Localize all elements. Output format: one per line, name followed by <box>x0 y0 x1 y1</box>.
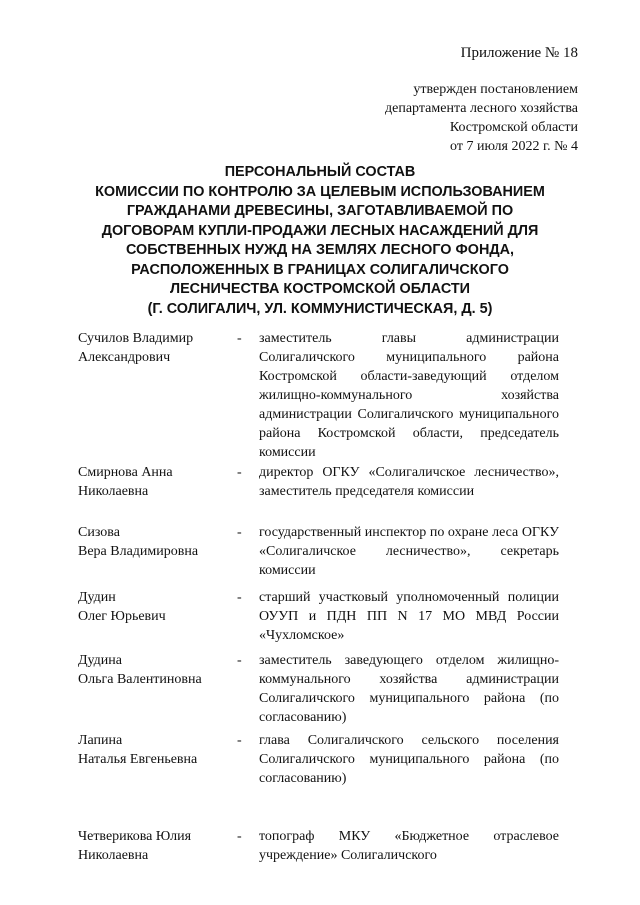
member-role: заместитель главы администрации Солигаличского муниципального района Костромской области-заведующий отделом жилищно-коммунального хозяйства администрации Солигаличского муниципального района Костромской области, председатель комиссии <box>259 331 559 460</box>
dash-separator: - <box>237 525 242 540</box>
member-surname: Сизова <box>78 525 120 540</box>
member-given-names: Вера Владимировна <box>78 544 199 559</box>
member-name <box>78 651 238 689</box>
title-line: РАСПОЛОЖЕННЫХ В ГРАНИЦАХ СОЛИГАЛИЧСКОГО <box>131 261 509 278</box>
member-surname: Дудина <box>78 653 122 668</box>
title-line: ЛЕСНИЧЕСТВА КОСТРОМСКОЙ ОБЛАСТИ <box>169 281 470 297</box>
member-role: старший участковый уполномоченный полиции ОУУП и ПДН ПП N 17 МО МВД России «Чухломское» <box>259 590 559 643</box>
dash-separator: - <box>237 590 242 605</box>
member-surname: Лапина <box>78 733 123 748</box>
member-role: топограф МКУ «Бюджетное отраслевое учреждение» Солигаличского <box>259 829 559 863</box>
member-name <box>78 523 238 561</box>
approval-line: от 7 июля 2022 г. № 4 <box>450 139 578 154</box>
member-given-names: Ольга Валентиновна <box>78 672 202 687</box>
title-line: ДОГОВОРАМ КУПЛИ-ПРОДАЖИ ЛЕСНЫХ НАСАЖДЕНИЙ ДЛЯ <box>101 222 539 239</box>
dash-separator: - <box>237 331 242 346</box>
member-given-names: Николаевна <box>78 484 149 499</box>
member-surname: Дудин <box>78 590 116 605</box>
approval-block <box>385 80 578 156</box>
dash-separator: - <box>237 465 242 480</box>
title-line: ПЕРСОНАЛЬНЫЙ СОСТАВ <box>224 164 416 180</box>
member-role: государственный инспектор по охране леса ОГКУ «Солигаличское лесничество», секретарь комиссии <box>259 525 559 578</box>
member-given-names: Николаевна <box>78 848 149 863</box>
document-title <box>70 163 570 319</box>
member-surname: Смирнова Анна <box>78 465 173 480</box>
dash-separator: - <box>237 829 242 844</box>
approval-line: Костромской области <box>449 120 578 135</box>
member-role: директор ОГКУ «Солигаличское лесничество», заместитель председателя комиссии <box>259 465 559 499</box>
member-name <box>78 731 238 769</box>
member-name <box>78 463 238 501</box>
title-line: ГРАЖДАНАМИ ДРЕВЕСИНЫ, ЗАГОТАВЛИВАЕМОЙ ПО <box>126 203 514 219</box>
member-name <box>78 588 238 626</box>
member-surname: Сучилов Владимир <box>78 331 194 346</box>
member-given-names: Олег Юрьевич <box>78 609 166 624</box>
title-line: КОМИССИИ ПО КОНТРОЛЮ ЗА ЦЕЛЕВЫМ ИСПОЛЬЗОВАНИЕМ <box>95 183 545 200</box>
member-name <box>78 329 238 367</box>
member-surname: Четверикова Юлия <box>78 829 192 844</box>
member-role: глава Солигаличского сельского поселения Солигаличского муниципального района (по согласованию) <box>259 733 559 786</box>
title-line: (Г. СОЛИГАЛИЧ, УЛ. КОММУНИСТИЧЕСКАЯ, Д. 5) <box>147 300 493 317</box>
approval-line: утвержден постановлением <box>413 82 578 97</box>
title-line: СОБСТВЕННЫХ НУЖД НА ЗЕМЛЯХ ЛЕСНОГО ФОНДА, <box>125 242 515 258</box>
appendix-number: Приложение № 18 <box>460 45 578 61</box>
member-given-names: Наталья Евгеньевна <box>78 752 198 767</box>
member-role: заместитель заведующего отделом жилищно-коммунального хозяйства администрации Солигаличского муниципального района (по согласованию) <box>259 653 559 725</box>
member-name <box>78 827 238 865</box>
approval-line: департамента лесного хозяйства <box>385 101 578 116</box>
dash-separator: - <box>237 733 242 748</box>
member-given-names: Александрович <box>78 350 171 365</box>
dash-separator: - <box>237 653 242 668</box>
